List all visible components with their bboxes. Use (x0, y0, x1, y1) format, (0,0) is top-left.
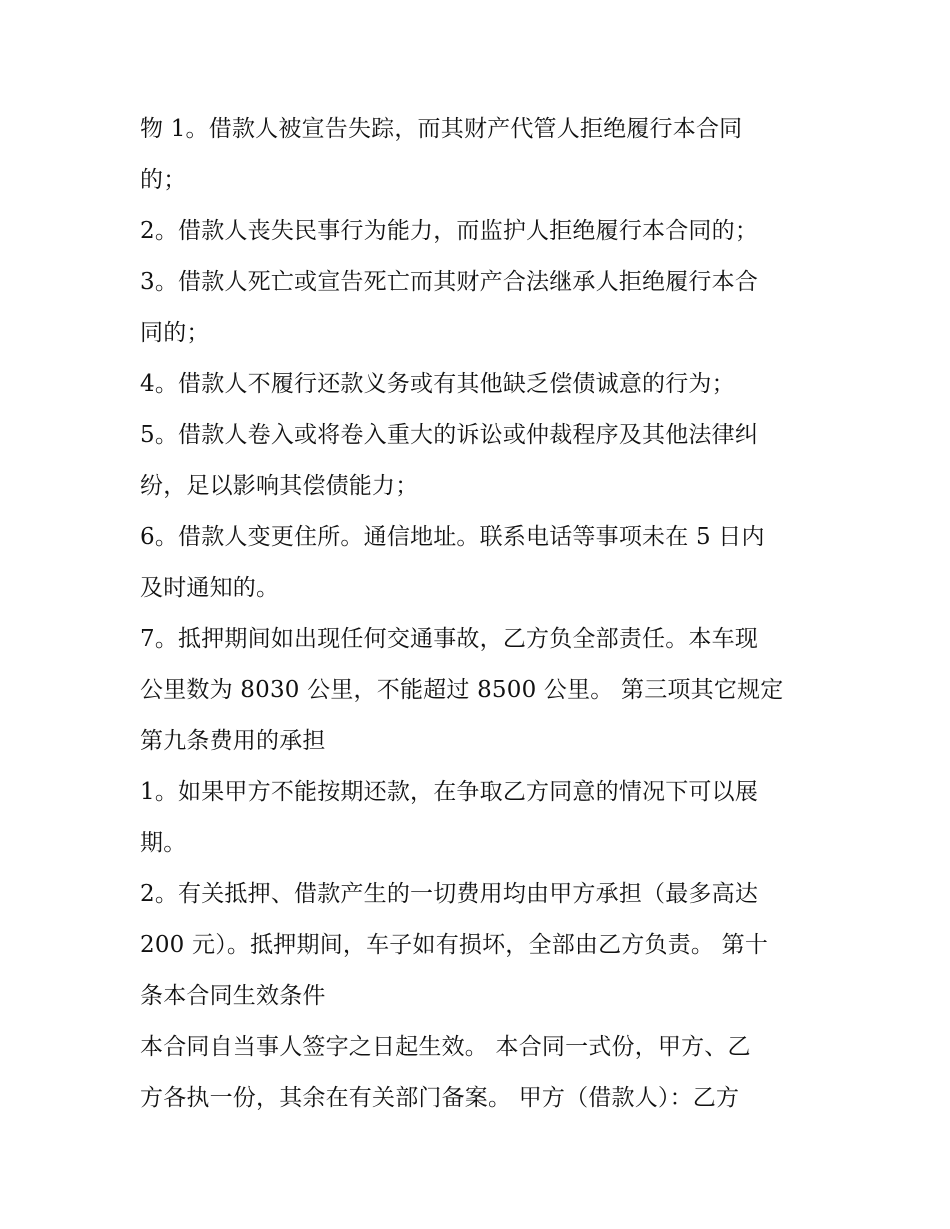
text-line: 2。借款人丧失民事行为能力，而监护人拒绝履行本合同的； (140, 218, 759, 244)
text-line: 公里数为 8030 公里，不能超过 8500 公里。 第三项其它规定 (140, 677, 784, 703)
text-line: 及时通知的。 (140, 575, 280, 601)
text-line: 4。借款人不履行还款义务或有其他缺乏偿债诚意的行为； (140, 371, 735, 397)
text-line: 6。借款人变更住所。通信地址。联系电话等事项未在 5 日内 (140, 524, 765, 550)
text-line: 期。 (140, 830, 187, 856)
document-page (140, 104, 830, 1124)
text-line: 2。有关抵押、借款产生的一切费用均由甲方承担（最多高达 (140, 881, 759, 907)
text-line: 条本合同生效条件 (140, 983, 326, 1009)
text-line: 本合同自当事人签字之日起生效。 本合同一式份，甲方、乙 (140, 1034, 751, 1060)
text-line: 1。如果甲方不能按期还款，在争取乙方同意的情况下可以展 (140, 779, 759, 805)
text-line: 的； (140, 167, 187, 193)
text-line: 方各执一份，其余在有关部门备案。 甲方（借款人）：乙方 (140, 1085, 740, 1111)
text-line: 同的； (140, 320, 210, 346)
text-line: 第九条费用的承担 (140, 728, 326, 754)
text-line: 200 元）。抵押期间，车子如有损坏，全部由乙方负责。 第十 (140, 932, 769, 958)
text-line: 纷，足以影响其偿债能力； (140, 473, 419, 499)
text-line: 3。借款人死亡或宣告死亡而其财产合法继承人拒绝履行本合 (140, 269, 759, 295)
text-line: 5。借款人卷入或将卷入重大的诉讼或仲裁程序及其他法律纠 (140, 422, 759, 448)
text-line: 7。抵押期间如出现任何交通事故，乙方负全部责任。本车现 (140, 626, 759, 652)
text-line: 物 1。借款人被宣告失踪，而其财产代管人拒绝履行本合同 (140, 116, 743, 142)
